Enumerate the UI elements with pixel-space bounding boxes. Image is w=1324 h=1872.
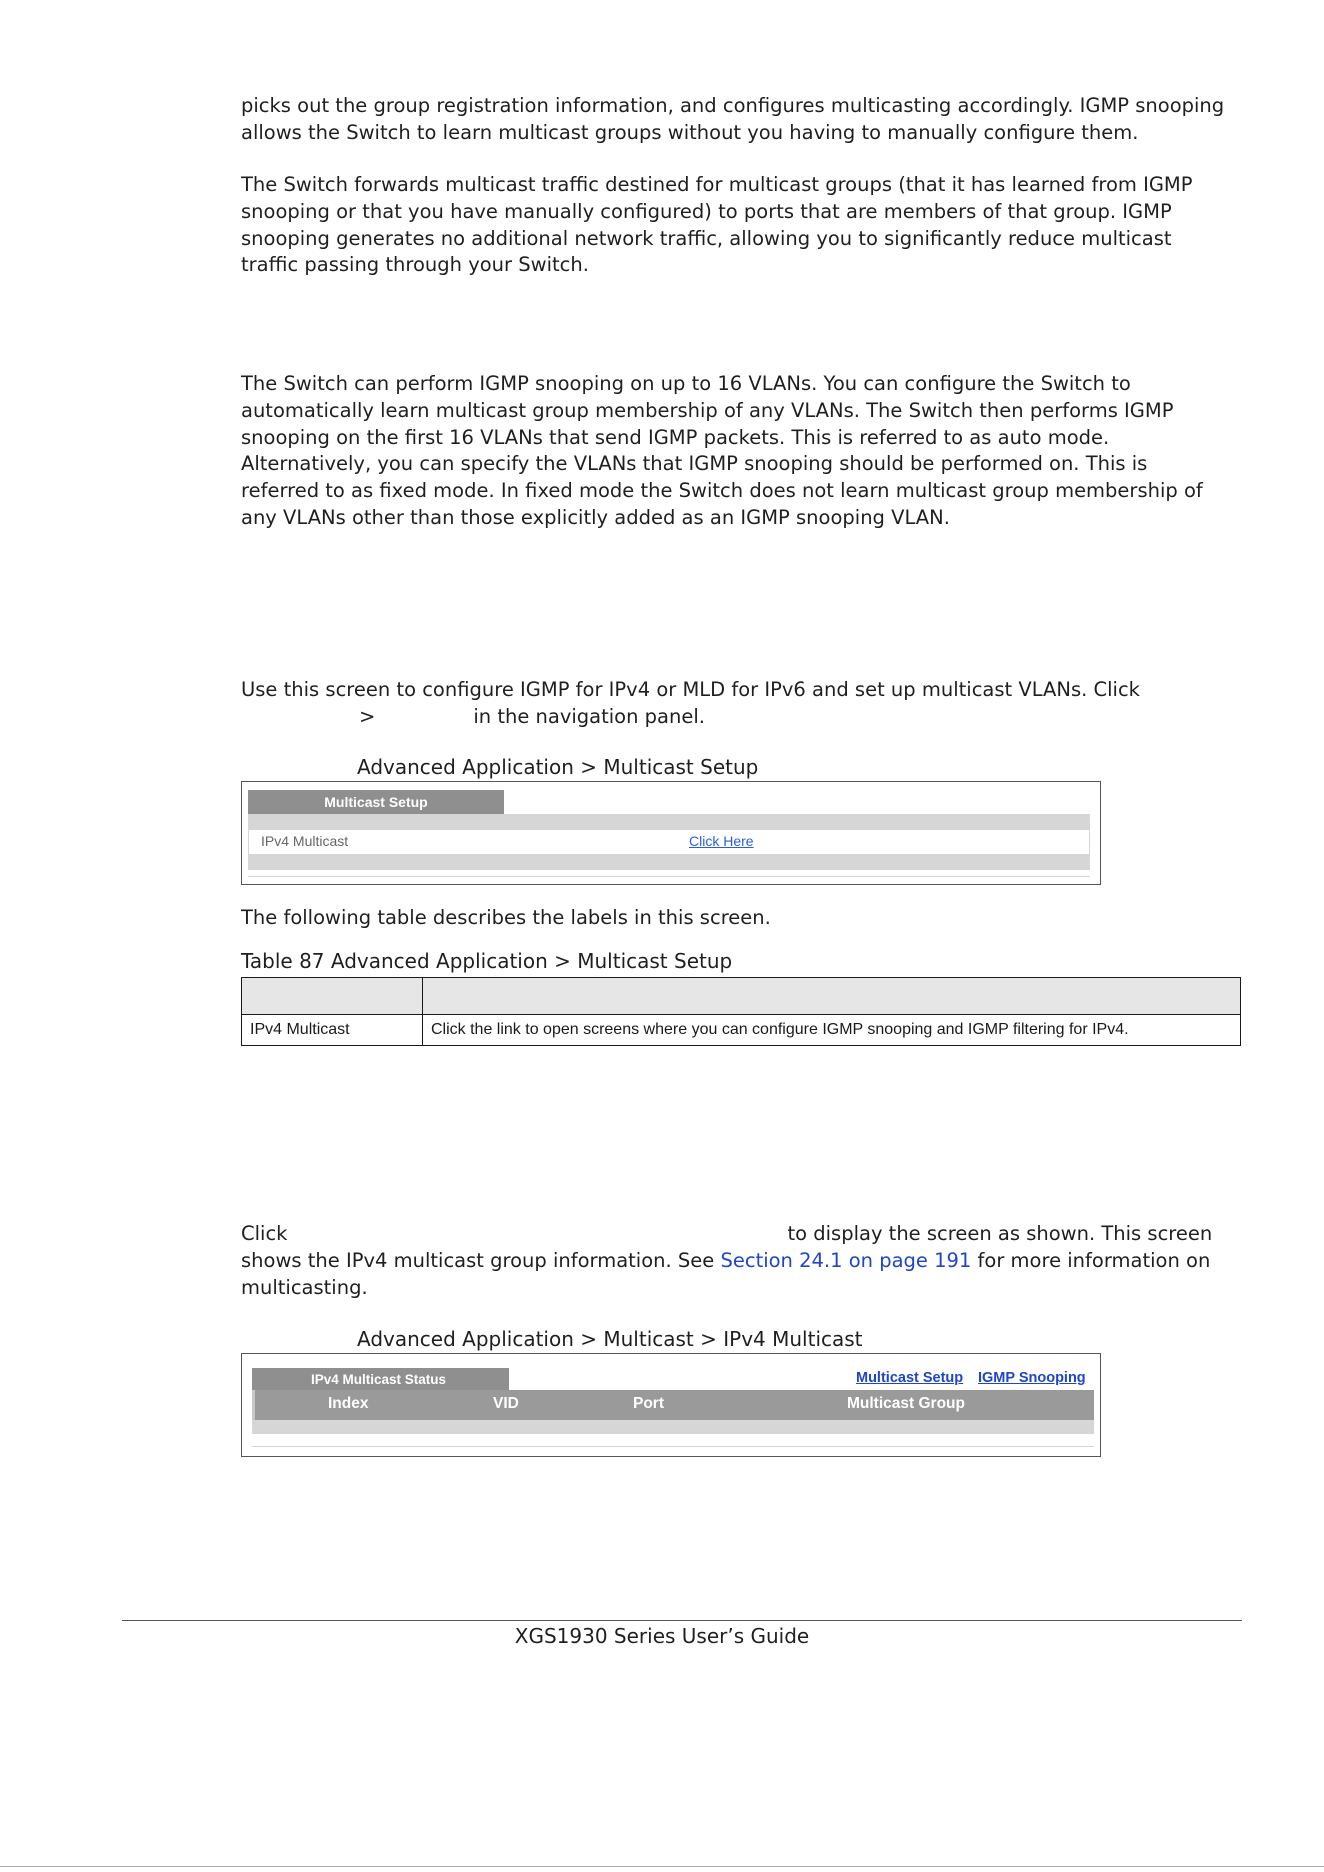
setup-divider [248,876,1090,877]
ipv4-multicast-status-screenshot [241,1353,1101,1457]
paragraph-ipv4-multicast [241,1221,1231,1301]
click-here-link[interactable]: Click Here [689,833,754,849]
table-row [242,1015,1241,1046]
nav-separator: > [359,704,376,728]
section-link[interactable]: Section 24.1 on page 191 [720,1248,972,1272]
setup-intro-line1: Use this screen to configure IGMP for IPv4 or MLD for IPv6 and set up multicast VLANs. Click [241,678,1140,701]
col-multicast-group: Multicast Group [847,1395,965,1412]
multicast-setup-link[interactable]: Multicast Setup [856,1370,964,1386]
table-caption: Table 87 Advanced Application > Multicast Setup [241,949,733,973]
paragraph-vlan-modes: The Switch can perform IGMP snooping on up to 16 VLANs. You can configure the Switch to automatically learn multicast group membership of any VLANs. The Switch then performs IGMP snooping on the first 16 VLANs that send IGMP packets. This is referred to as auto mode. Alternatively, you can specify the VLANs that IGMP snooping should be performed on. This is referred to as fixed mode. In fixed mode the Switch does not learn multicast group membership of any VLANs other than those explicitly added as an IGMP snooping VLAN. [241,372,1203,529]
table-header-row [242,978,1241,1015]
p5-click: Click [241,1222,288,1245]
status-bar-bottom [252,1420,1094,1434]
status-tab-left [252,1368,307,1390]
page-bottom-rule [0,1866,1324,1867]
paragraph-snooping-intro: picks out the group registration information, and configures multicasting accordingly. IGMP snooping allows the Switch to learn multicast groups without you having to manually configure them. [241,94,1225,144]
p5-after: to display the screen as shown. This screen [787,1222,1213,1245]
multicast-setup-tab: Multicast Setup [248,790,504,814]
p5-line2-end: for more information on [977,1248,1211,1272]
setup-bar-bottom [248,854,1090,870]
setup-intro-end: in the navigation panel. [473,704,705,728]
table-intro: The following table describes the labels in this screen. [241,906,771,929]
paragraph-forwarding: The Switch forwards multicast traffic destined for multicast groups (that it has learned from IGMP snooping or that you have manually configured) to ports that are members of that group. IGMP snooping generates no additional network traffic, allowing you to significantly reduce multicast traffic passing through your Switch. [241,173,1193,277]
table-header-description [423,978,1241,1015]
table-cell-label: IPv4 Multicast [242,1015,423,1046]
status-table-header [252,1390,1094,1420]
table-header-label [242,978,423,1015]
col-port: Port [633,1395,664,1412]
ipv4-multicast-row [248,830,1090,854]
paragraph-setup-intro [241,677,1231,731]
figure-caption-multicast-setup: Advanced Application > Multicast Setup [357,755,759,779]
status-divider [252,1446,1094,1447]
figure-caption-ipv4-multicast: Advanced Application > Multicast > IPv4 Multicast [357,1327,863,1351]
setup-bar-top [248,814,1090,830]
table-cell-description: Click the link to open screens where you can configure IGMP snooping and IGMP filtering for IPv4. [423,1015,1241,1046]
footer-rule [122,1620,1242,1621]
igmp-snooping-link[interactable]: IGMP Snooping [978,1370,1086,1386]
label-description-table [241,977,1241,1046]
ipv4-multicast-label: IPv4 Multicast [261,833,349,849]
ipv4-multicast-status-tab: IPv4 Multicast Status [307,1368,509,1390]
footer-title: XGS1930 Series User’s Guide [514,1624,810,1648]
p5-line3: multicasting. [241,1275,368,1299]
p5-line2-start: shows the IPv4 multicast group information. See [241,1248,715,1272]
col-vid: VID [493,1395,519,1412]
col-index: Index [328,1395,369,1412]
multicast-setup-screenshot [241,781,1101,885]
